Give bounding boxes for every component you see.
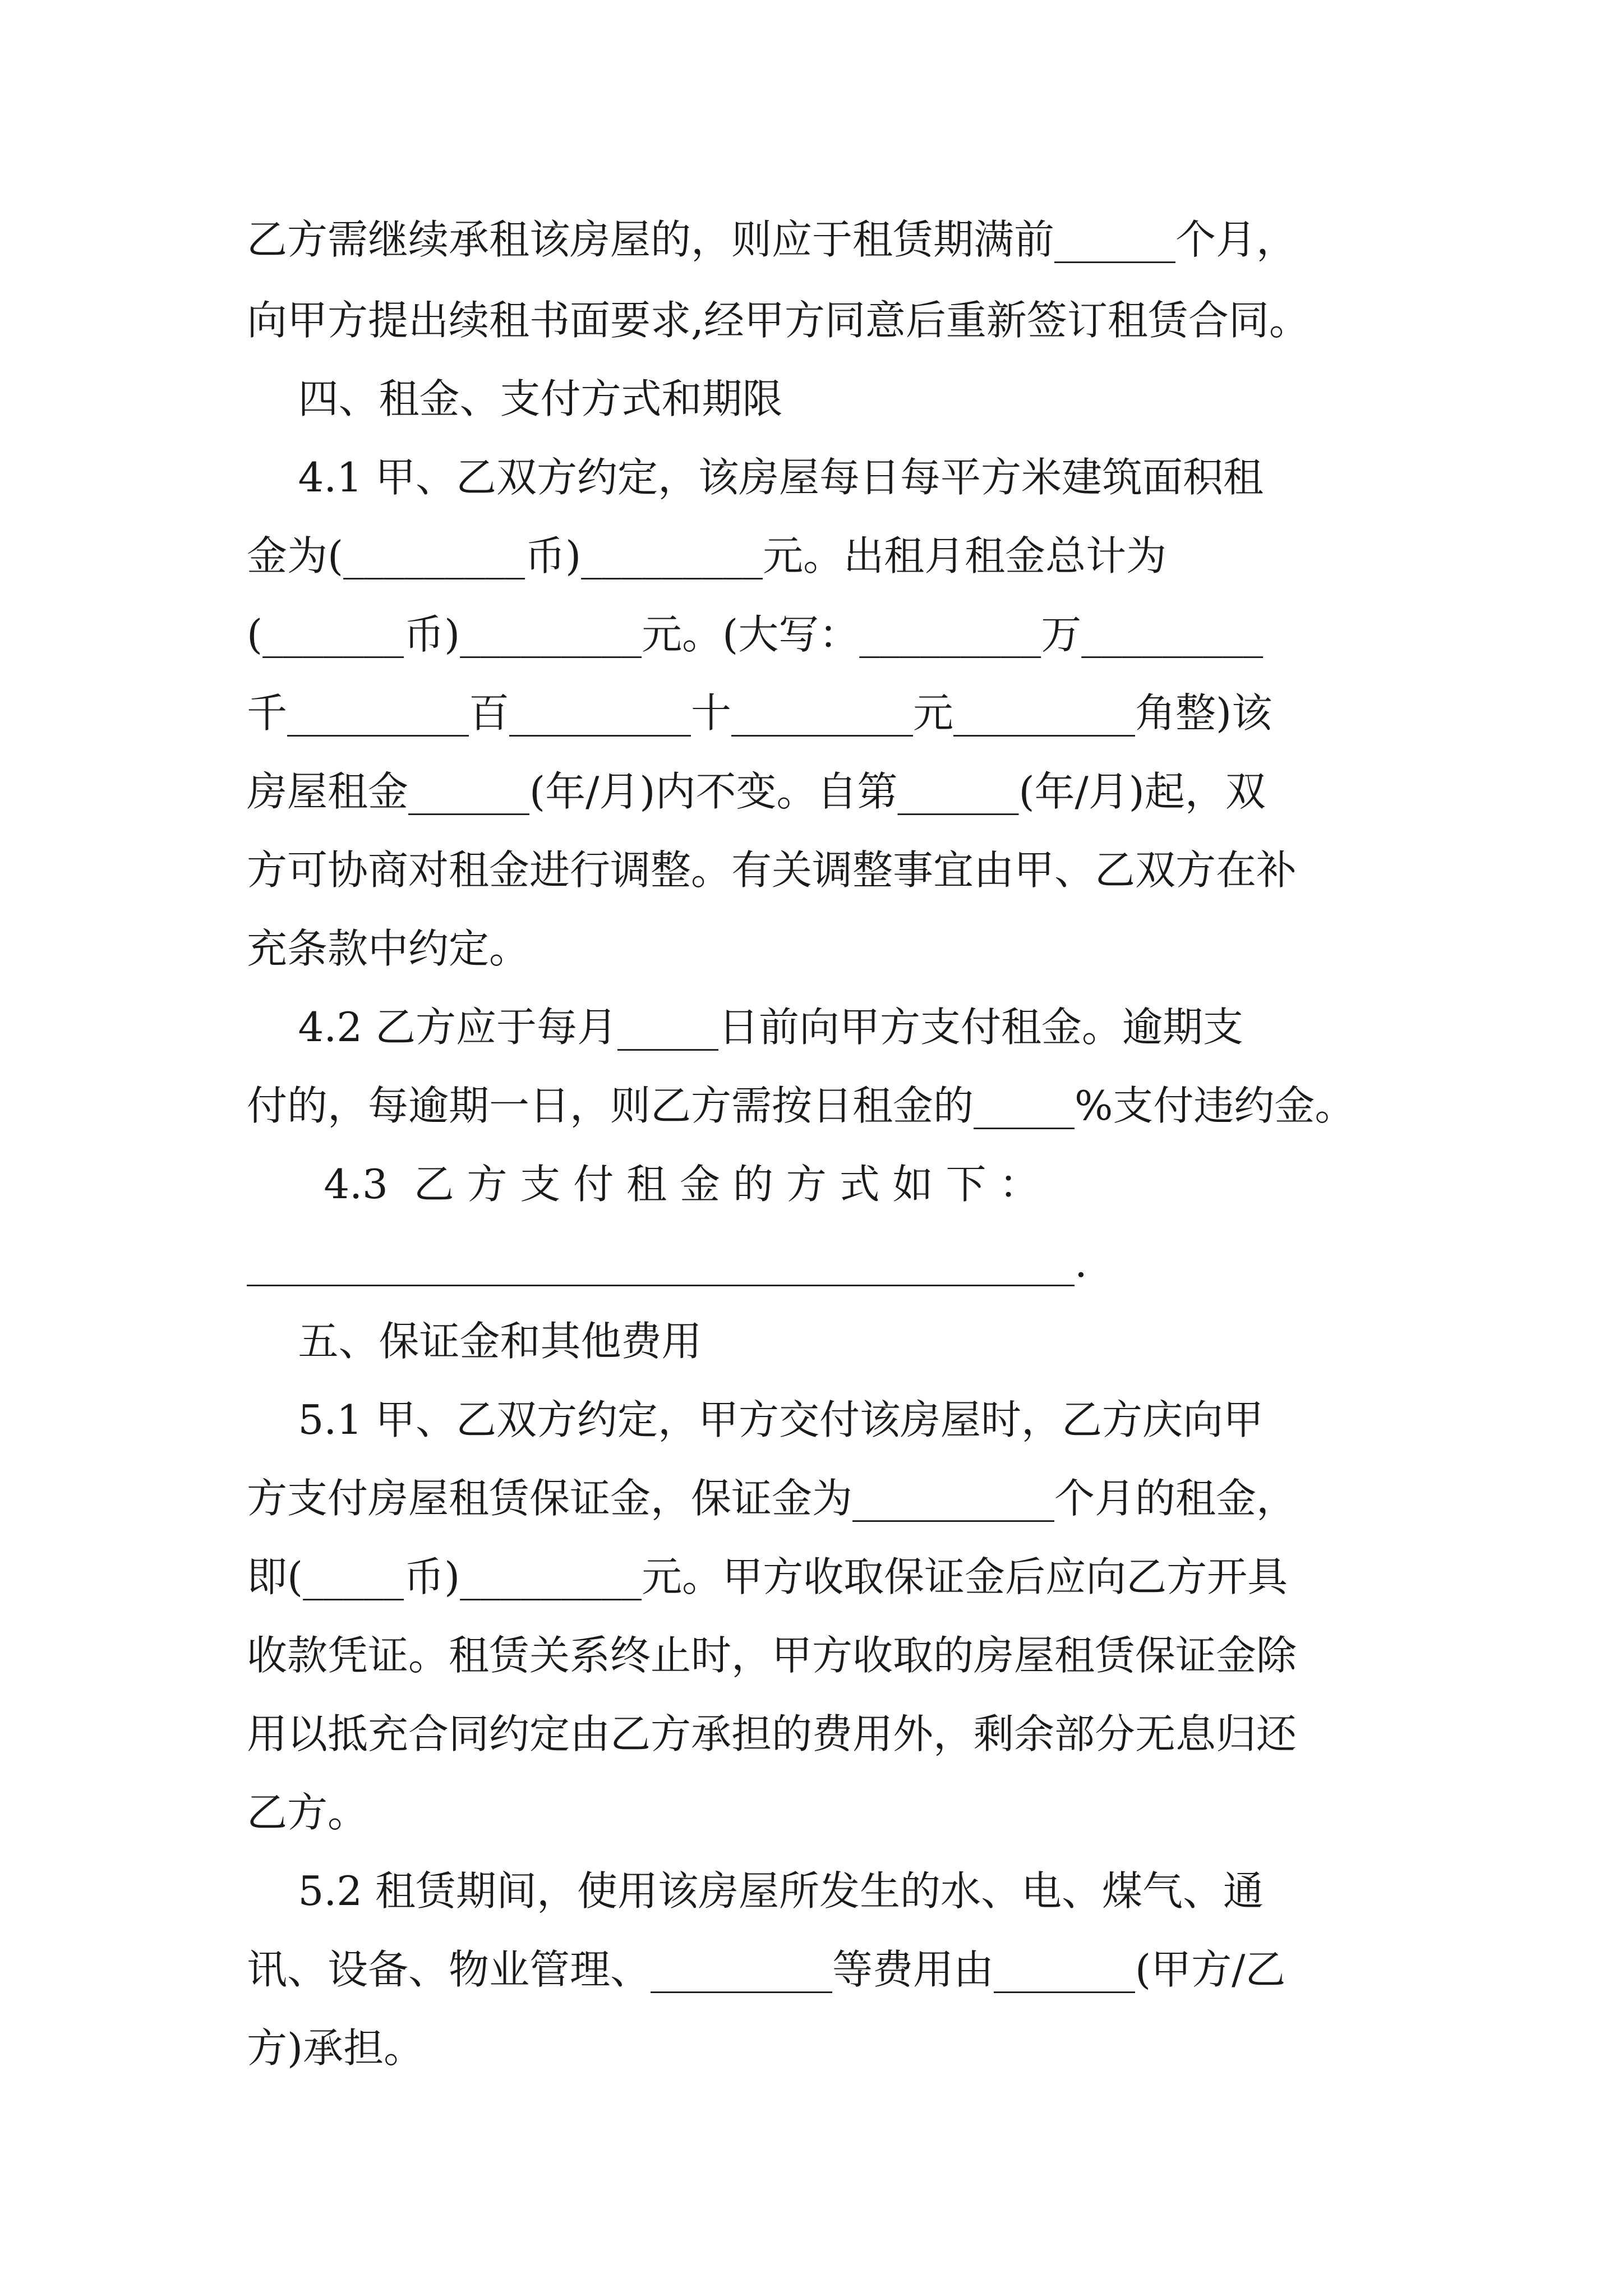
text-line: 5.2 租赁期间，使用该房屋所发生的水、电、煤气、通 [247, 1867, 1264, 1915]
section-heading: 五、保证金和其他费用 [247, 1318, 702, 1365]
text-line: 千_________百_________十_________元_________角整)该 [247, 689, 1272, 737]
section-heading: 四、租金、支付方式和期限 [247, 375, 783, 422]
text-line: 收款凭证。租赁关系终止时，甲方收取的房屋租赁保证金除 [247, 1632, 1297, 1679]
text-line: 乙方需继续承租该房屋的，则应于租赁期满前______个月， [247, 216, 1297, 263]
text-line: 付的，每逾期一日，则乙方需按日租金的_____%支付违约金。 [247, 1082, 1355, 1129]
text-line: 充条款中约定。 [247, 925, 530, 972]
blank-fill-line: _________________________________________. [247, 1239, 1087, 1286]
text-line: 用以抵充合同约定由乙方承担的费用外，剩余部分无息归还 [247, 1710, 1297, 1757]
text-line: 4.1 甲、乙双方约定，该房屋每日每平方米建筑面积租 [247, 454, 1264, 501]
text-line: 4.2 乙方应于每月_____日前向甲方支付租金。逾期支 [247, 1004, 1243, 1051]
text-line: 讯、设备、物业管理、_________等费用由_______(甲方/乙 [247, 1946, 1286, 1993]
text-line: 方支付房屋租赁保证金，保证金为__________个月的租金， [247, 1475, 1297, 1522]
text-line: 向甲方提出续租书面要求,经甲方同意后重新签订租赁合同。 [247, 297, 1310, 344]
text-line: 方)承担。 [247, 2024, 425, 2072]
text-line: 金为(_________币)_________元。出租月租金总计为 [247, 532, 1167, 579]
text-line: 房屋租金______(年/月)内不变。自第______(年/月)起，双 [247, 768, 1266, 815]
text-line: 乙方。 [247, 1789, 368, 1836]
text-line: 4.3 乙 方 支 付 租 金 的 方 式 如 下 ： [247, 1161, 1040, 1208]
text-line: 方可协商对租金进行调整。有关调整事宜由甲、乙双方在补 [247, 846, 1297, 894]
text-line: 5.1 甲、乙双方约定，甲方交付该房屋时，乙方庆向甲 [247, 1396, 1264, 1443]
text-line: 即(_____币)_________元。甲方收取保证金后应向乙方开具 [247, 1553, 1288, 1600]
text-line: (_______币)_________元。(大写：_________万_________ [247, 611, 1264, 658]
